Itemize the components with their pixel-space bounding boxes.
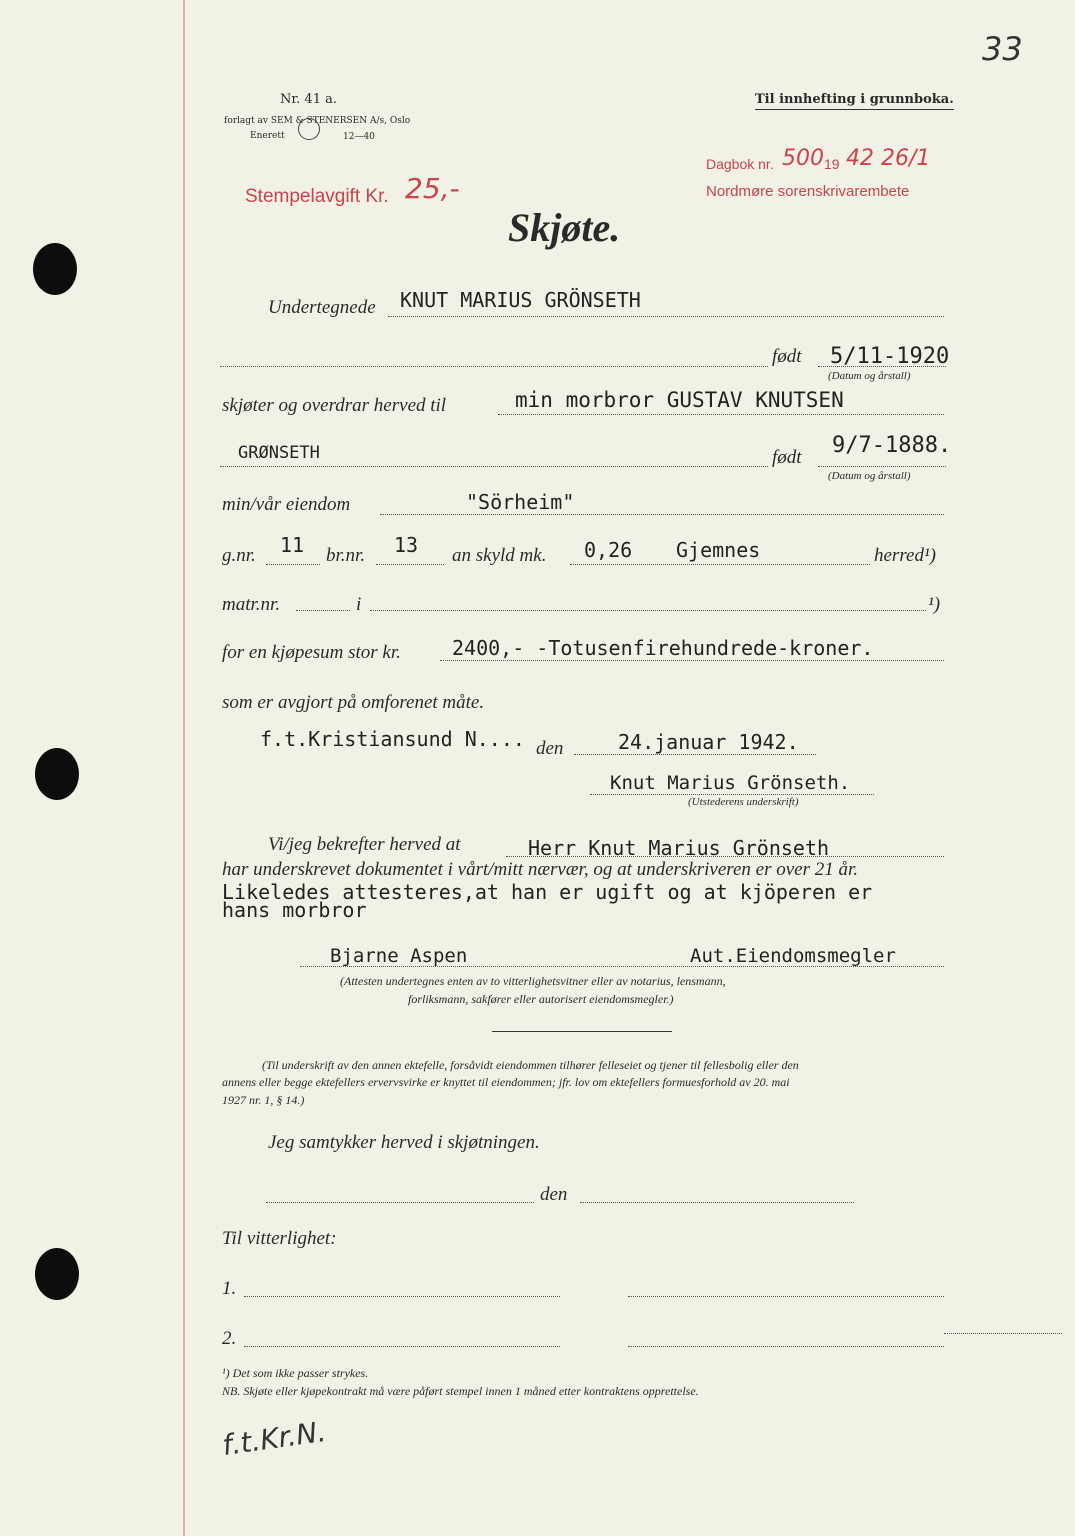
initials: f.t.Kr.N.	[220, 1414, 328, 1463]
fodt-label-2: født	[772, 447, 802, 468]
vitterlighet-label: Til vitterlighet:	[222, 1228, 337, 1249]
fodt-line-2	[818, 466, 946, 467]
undertegnede-line	[388, 316, 944, 317]
witness-1-line	[244, 1296, 560, 1297]
skyld-label: an skyld mk.	[452, 545, 547, 566]
eiendom-value: "Sörheim"	[466, 490, 575, 514]
signature-hint: (Utstederens underskrift)	[688, 796, 799, 808]
fodt-value-2: 9/7-1888.	[832, 433, 952, 458]
consent-date-line	[580, 1202, 854, 1203]
fodt-label-1: født	[772, 346, 802, 367]
witness-title: Aut.Eiendomsmegler	[690, 945, 896, 967]
header-note: Til innhefting i grunnboka.	[755, 92, 954, 110]
place-value: f.t.Kristiansund N....	[260, 727, 525, 751]
buyer-value-1: min morbror GUSTAV KNUTSEN	[515, 388, 844, 412]
form-rights: Enerett	[250, 131, 285, 141]
witness-2-address-line	[628, 1346, 944, 1347]
form-publisher: forlagt av SEM & STENERSEN A/s, Oslo	[224, 116, 411, 126]
witness-2-label: 2.	[222, 1328, 237, 1349]
kjopesum-line	[440, 660, 944, 661]
matr-footnote-mark: ¹)	[928, 594, 941, 615]
gnr-label: g.nr.	[222, 545, 256, 566]
brnr-label: br.nr.	[326, 545, 366, 566]
stempelavgift-amount: 25,-	[405, 172, 460, 205]
witness-2-line	[244, 1346, 560, 1347]
brnr-line	[376, 564, 444, 565]
buyer-value-2: GRØNSETH	[238, 443, 320, 463]
gnr-value: 11	[280, 533, 305, 557]
punch-hole-bottom	[35, 1248, 79, 1300]
publisher-logo	[298, 118, 320, 140]
attest-value: Herr Knut Marius Grönseth	[528, 836, 830, 860]
form-number: Nr. 41 a.	[280, 92, 337, 107]
kjopesum-value: 2400,- -Totusenfirehundrede-kroner.	[452, 636, 874, 660]
matr-line	[296, 610, 350, 611]
footnote-2: NB. Skjøte eller kjøpekontrakt må være påført stempel innen 1 måned etter kontraktens opprettelse.	[222, 1384, 699, 1398]
signature-line	[590, 794, 874, 795]
undertegnede-label: Undertegnede	[268, 297, 376, 318]
margin-rule	[183, 0, 185, 1536]
margin-dash-line	[944, 1333, 1062, 1334]
form-date-code: 12—40	[343, 132, 375, 142]
attest-typed-line-1: Likeledes attesteres,at han er ugift og at kjöperen er	[222, 880, 873, 904]
witness-1-label: 1.	[222, 1278, 237, 1299]
name-continuation-line	[220, 366, 768, 367]
skjoter-label: skjøter og overdrar herved til	[222, 395, 447, 416]
signature-value: Knut Marius Grönseth.	[610, 772, 851, 794]
date-line	[574, 754, 816, 755]
office-stamp: Nordmøre sorenskrivarembete	[706, 183, 910, 200]
eiendom-line	[380, 514, 944, 515]
fodt-value-1: 5/11-1920	[830, 344, 950, 369]
punch-hole-top	[33, 243, 77, 295]
consent-text: Jeg samtykker herved i skjøtningen.	[268, 1132, 540, 1153]
spouse-note-1: (Til underskrift av den annen ektefelle, forsåvidt eiendommen tilhører felleseiet og tjener til fellesbolig eller den	[262, 1058, 799, 1072]
herred-label: herred¹)	[874, 545, 936, 566]
gnr-line	[266, 564, 320, 565]
datum-hint-2: (Datum og årstall)	[828, 470, 911, 482]
skyld-line	[570, 564, 870, 565]
datum-hint-1: (Datum og årstall)	[828, 370, 911, 382]
attest-note-2: forliksmann, sakfører eller autorisert eiendomsmegler.)	[408, 992, 674, 1006]
undertegnede-value: KNUT MARIUS GRÖNSETH	[400, 288, 641, 312]
consent-place-line	[266, 1202, 534, 1203]
dagbok-label: Dagbok nr.	[706, 156, 774, 172]
attest-note-1: (Attesten undertegnes enten av to vitterlighetsvitner eller av notarius, lensmann,	[340, 974, 726, 988]
kjopesum-label: for en kjøpesum stor kr.	[222, 642, 401, 663]
herred-value: Gjemnes	[676, 538, 761, 562]
omforent-text: som er avgjort på omforenet måte.	[222, 692, 485, 713]
eiendom-label: min/vår eiendom	[222, 494, 351, 515]
date-value: 24.januar 1942.	[618, 730, 799, 754]
witness-1-address-line	[628, 1296, 944, 1297]
attest-typed-line-2: hans morbror	[222, 898, 367, 922]
spouse-note-2: annens eller begge ektefellers ervervsvirke er knyttet til eiendommen; jfr. lov om ektefellers formuesforhold av 20. mai	[222, 1075, 790, 1089]
dagbok-year-prefix: 19	[824, 156, 840, 172]
document-title: Skjøte.	[508, 205, 621, 250]
section-divider	[492, 1031, 672, 1032]
dagbok-date: 42 26/1	[846, 146, 931, 171]
spouse-note-3: 1927 nr. 1, § 14.)	[222, 1093, 305, 1107]
witness-name: Bjarne Aspen	[330, 945, 468, 967]
page-number: 33	[982, 30, 1023, 68]
den-label: den	[536, 738, 564, 759]
matr-kommune-line	[370, 610, 926, 611]
dagbok-number: 500	[782, 146, 824, 171]
consent-den-label: den	[540, 1184, 568, 1205]
buyer-line-1	[498, 414, 944, 415]
attest-label: Vi/jeg bekrefter herved at	[268, 834, 461, 855]
attest-statement: har underskrevet dokumentet i vårt/mitt nærvær, og at underskriveren er over 21 år.	[222, 859, 859, 880]
buyer-line-2	[220, 466, 768, 467]
footnote-1: ¹) Det som ikke passer strykes.	[222, 1366, 369, 1380]
brnr-value: 13	[394, 533, 419, 557]
matr-label: matr.nr.	[222, 594, 281, 615]
skyld-value: 0,26	[584, 538, 633, 562]
punch-hole-middle	[35, 748, 79, 800]
stempelavgift-label: Stempelavgift Kr.	[245, 186, 389, 207]
matr-i-label: i	[356, 594, 362, 615]
